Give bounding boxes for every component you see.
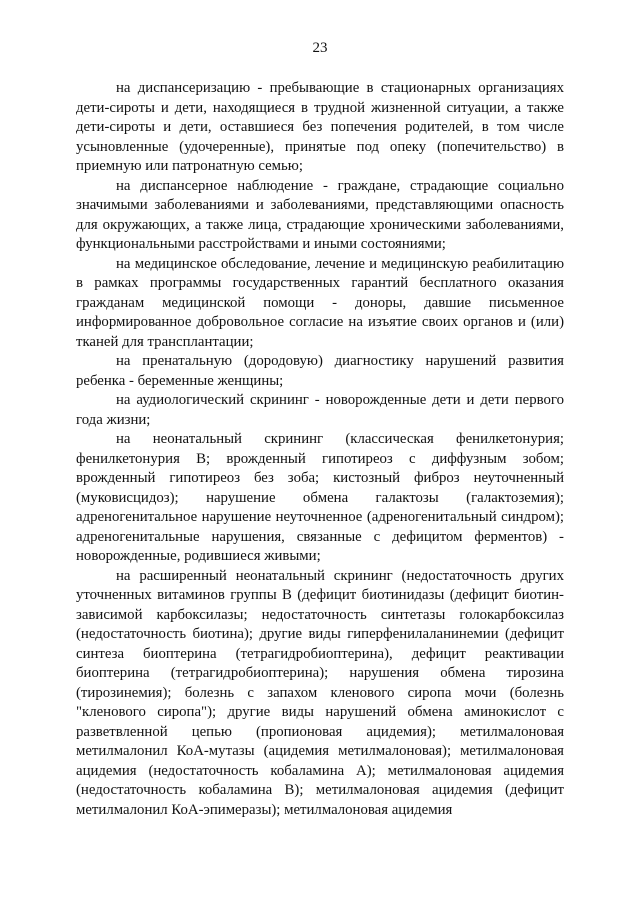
paragraph-prenatal-diagnostics: на пренатальную (дородовую) диагностику нарушений развития ребенка - беременные женщины; — [76, 353, 564, 389]
body-text — [76, 79, 564, 820]
paragraph-dispanserizatsiya: на диспансеризацию - пребывающие в стационарных организациях дети-сироты и дети, находящиеся в трудной жизненной ситуации, а также дети-сироты и дети, оставшиеся без попечения родителей, в том числе усыновленные (удочеренные), принятые под опеку (попечительство) в приемную или патронатную семью; — [76, 80, 564, 174]
paragraph-extended-neonatal-screening: на расширенный неонатальный скрининг (недостаточность других уточненных витаминов группы В (дефицит биотинидазы (дефицит биотин-зависимой карбоксилазы; недостаточность синтетазы голокарбоксилаз (недостаточность биотина); другие виды гиперфенилаланинемии (дефицит синтеза биоптерина (тетрагидробиоптерина), дефицит реактивации биоптерина (тетрагидробиоптерина); нарушения обмена тирозина (тирозинемия); болезнь с запахом кленового сиропа мочи (болезнь "кленового сиропа"); другие виды нарушений обмена аминокислот с разветвленной цепью (пропионовая ацидемия); метилмалоновая метилмалонил КоА-мутазы (ацидемия метилмалоновая); метилмалоновая ацидемия (недостаточность кобаламина А); метилмалоновая ацидемия (недостаточность кобаламина В); метилмалоновая ацидемия (дефицит метилмалонил КоА-эпимеразы); метилмалоновая ацидемия — [76, 567, 564, 818]
paragraph-donors: на медицинское обследование, лечение и медицинскую реабилитацию в рамках программы государственных гарантий бесплатного оказания гражданам медицинской помощи - доноры, давшие письменное информированное добровольное согласие на изъятие своих органов и (или) тканей для трансплантации; — [76, 255, 564, 350]
page-number: 23 — [312, 40, 328, 56]
paragraph-audiological-screening: на аудиологический скрининг - новорожденные дети и дети первого года жизни; — [76, 392, 564, 428]
paragraph-dispansernoe-nablyudenie: на диспансерное наблюдение - граждане, страдающие социально значимыми заболеваниями и заболеваниями, представляющими опасность для окружающих, а также лица, страдающие хроническими заболеваниями, функциональными расстройствами и иными состояниями; — [76, 177, 564, 252]
paragraph-neonatal-screening: на неонатальный скрининг (классическая фенилкетонурия; фенилкетонурия В; врожденный гипотиреоз с диффузным зобом; врожденный гипотиреоз без зоба; кистозный фиброз неуточненный (муковисцидоз); нарушение обмена галактозы (галактоземия); адреногенитальное нарушение неуточненное (адреногенитальный синдром); адреногенитальные нарушения, связанные с дефицитом ферментов) - новорожденные, родившиеся живыми; — [76, 431, 564, 564]
